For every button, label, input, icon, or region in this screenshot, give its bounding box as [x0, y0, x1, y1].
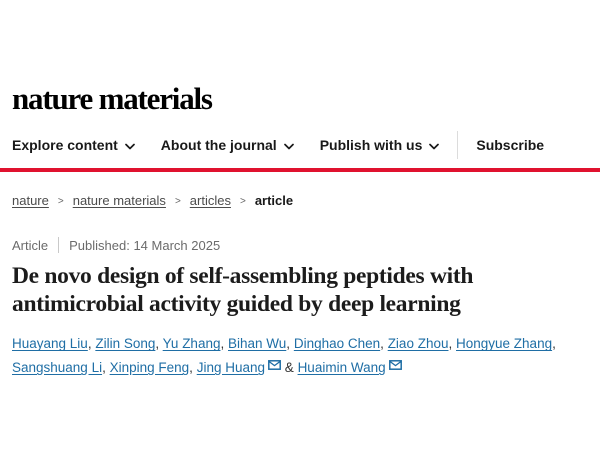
article-category: Article	[12, 237, 49, 253]
nav-about-the-journal[interactable]	[161, 137, 294, 153]
breadcrumb-link-nature-materials[interactable]: nature materials	[72, 193, 166, 208]
author-list	[12, 333, 588, 379]
main-nav	[12, 131, 600, 159]
author-separator: ,	[189, 360, 193, 376]
author-link[interactable]: Zilin Song	[95, 336, 156, 352]
author-link[interactable]: Huayang Liu	[12, 336, 88, 352]
author-link[interactable]: Yu Zhang	[162, 336, 221, 352]
author-separator: ,	[448, 336, 453, 352]
breadcrumb-link-nature[interactable]: nature	[12, 193, 49, 208]
breadcrumb	[12, 193, 588, 208]
journal-logo[interactable]: nature materials	[12, 81, 212, 116]
published-date: Published: 14 March 2025	[69, 237, 221, 253]
article-meta	[12, 237, 588, 253]
author-separator: ,	[87, 336, 92, 352]
author-separator: ,	[552, 336, 556, 352]
nav-explore-content[interactable]	[12, 137, 135, 153]
author-link[interactable]: Jing Huang	[196, 360, 266, 376]
meta-divider	[58, 237, 59, 253]
author-separator: ,	[380, 336, 384, 352]
email-envelope-icon[interactable]	[389, 358, 402, 373]
article-title: De novo design of self-assembling peptides with antimicrobial activity guided by deep learning	[12, 263, 474, 317]
author-link[interactable]: Huaimin Wang	[297, 360, 386, 376]
nav-publish-with-us[interactable]	[320, 137, 440, 153]
author-link[interactable]: Sangshuang Li	[12, 360, 103, 376]
author-link[interactable]: Bihan Wu	[228, 336, 287, 352]
author-separator: ,	[286, 336, 291, 352]
author-link[interactable]: Ziao Zhou	[387, 336, 449, 352]
breadcrumb-separator-icon: >	[174, 195, 181, 207]
nav-divider	[457, 131, 458, 159]
nav-publish-with-us-label: Publish with us	[319, 137, 423, 153]
nav-subscribe[interactable]	[476, 137, 544, 153]
author-link[interactable]: Hongyue Zhang	[456, 336, 553, 352]
breadcrumb-link-articles[interactable]: articles	[189, 193, 231, 208]
breadcrumb-separator-icon: >	[239, 195, 246, 207]
author-link[interactable]: Dinghao Chen	[293, 336, 381, 352]
nav-about-the-journal-label: About the journal	[160, 137, 277, 153]
chevron-down-icon	[284, 143, 294, 150]
nav-subscribe-label: Subscribe	[476, 137, 545, 153]
author-ampersand: &	[284, 360, 294, 376]
breadcrumb-current: article	[254, 193, 294, 208]
brand-red-rule	[0, 168, 600, 172]
nav-explore-content-label: Explore content	[12, 137, 118, 153]
author-link[interactable]: Xinping Feng	[109, 360, 190, 376]
author-separator: ,	[102, 360, 106, 376]
breadcrumb-separator-icon: >	[57, 195, 64, 207]
chevron-down-icon	[125, 143, 135, 150]
email-envelope-icon[interactable]	[268, 358, 281, 373]
chevron-down-icon	[429, 143, 439, 150]
author-separator: ,	[155, 336, 160, 352]
author-separator: ,	[220, 336, 225, 352]
